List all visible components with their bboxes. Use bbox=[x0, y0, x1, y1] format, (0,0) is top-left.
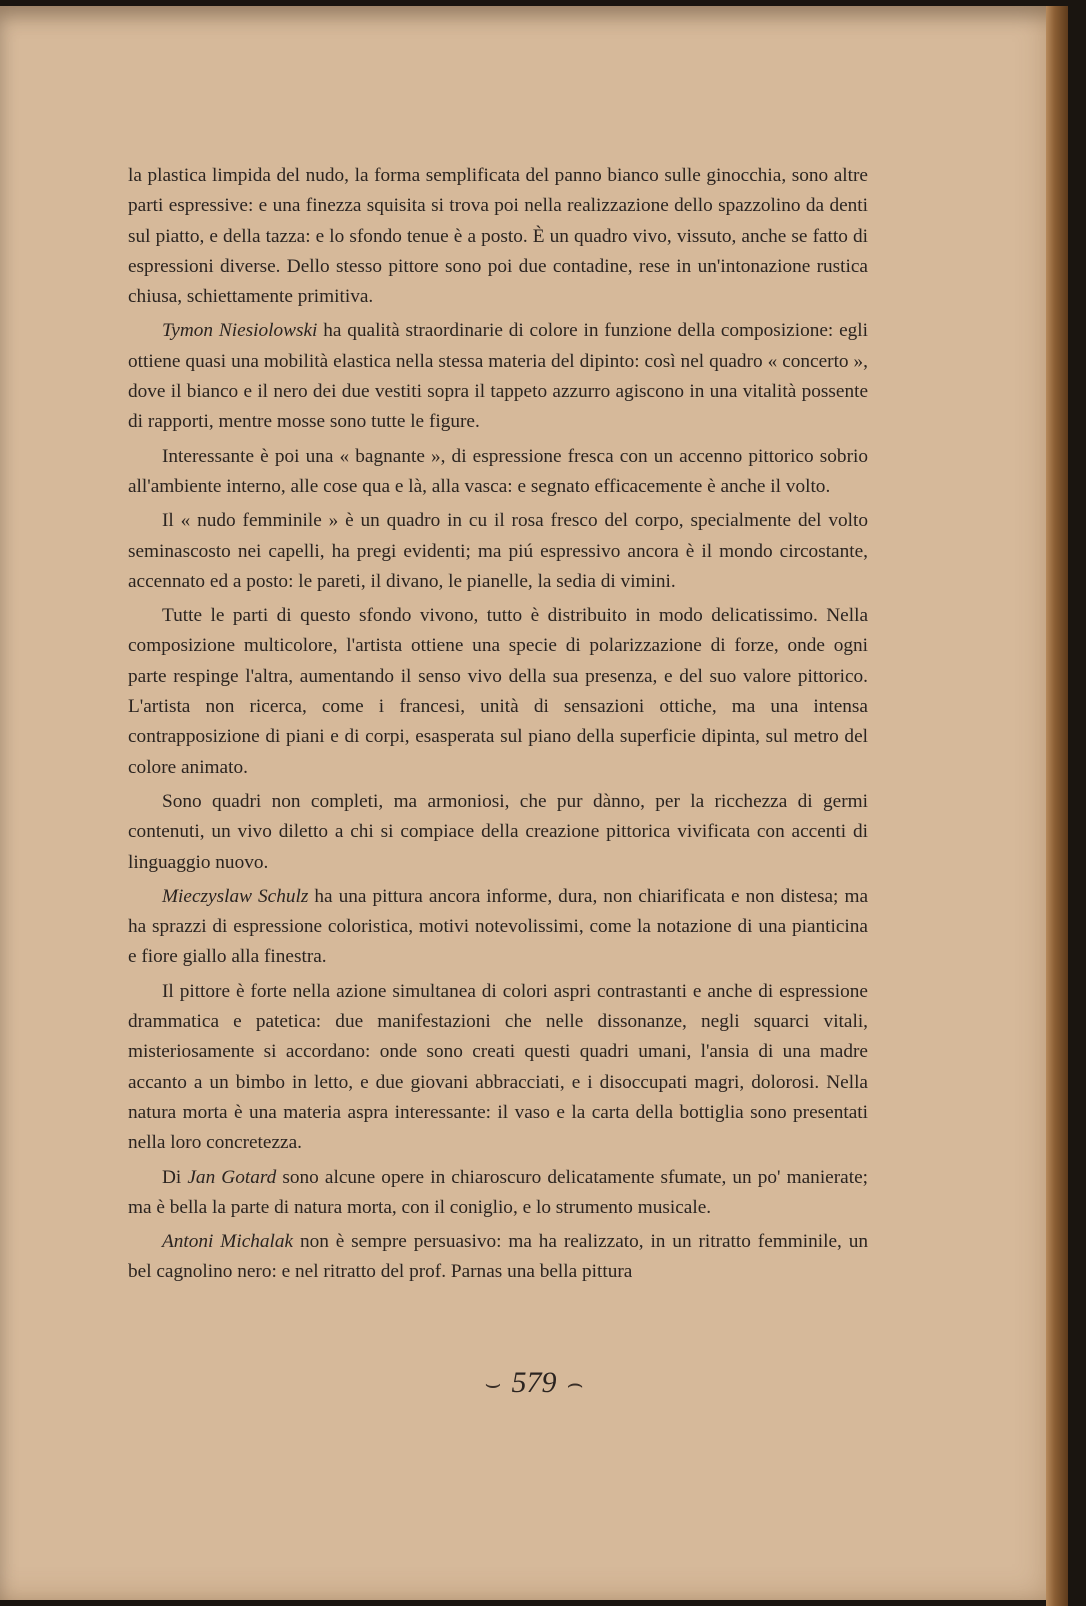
paragraph-10 bbox=[128, 1227, 868, 1288]
paragraph-7 bbox=[128, 882, 868, 973]
folio-ornament-right: ⌢ bbox=[566, 1369, 584, 1398]
paragraph-2 bbox=[128, 316, 868, 437]
paragraph-1-text: la plastica limpida del nudo, la forma semplificata del panno bianco sulle ginocchia, sono altre parti espressive: e una finezza squisita si trova poi nella realizzazione dello spazzolino da denti sul piatto, e della tazza: e lo sfondo tenue è a posto. È un quadro vivo, vissuto, anche se fatto di espressioni diverse. Dello stesso pittore sono poi due contadine, rese in un'intonazione rustica chiusa, schiettamente primitiva. bbox=[128, 165, 868, 308]
paragraph-4-text: Il « nudo femminile » è un quadro in cu il rosa fresco del corpo, specialmente del volto seminascosto nei capelli, ha pregi evidenti; ma piú espressivo ancora è il mondo circostante, accennato ed a posto: le pareti, il divano, le pianelle, la sedia di vimini. bbox=[128, 510, 868, 592]
body-text bbox=[128, 161, 868, 1288]
paragraph-1 bbox=[128, 161, 868, 312]
paragraph-8 bbox=[128, 977, 868, 1159]
artist-name-mieczyslaw-schulz: Mieczyslaw Schulz bbox=[162, 885, 309, 907]
page-number bbox=[0, 1366, 1068, 1400]
artist-name-antoni-michalak: Antoni Michalak bbox=[162, 1231, 294, 1253]
paragraph-9-text: sono alcune opere in chiaroscuro delicatamente sfumate, un po' manierate; ma è bella la parte di natura morta, con il coniglio, e lo strumento musicale. bbox=[128, 1166, 868, 1218]
paragraph-5 bbox=[128, 601, 868, 783]
paragraph-6-text: Sono quadri non completi, ma armoniosi, che pur dànno, per la ricchezza di germi contenuti, un vivo diletto a chi si compiace della creazione pittorica vivificata con accenti di linguaggio nuovo. bbox=[128, 790, 868, 873]
paragraph-9-prefix: Di bbox=[162, 1166, 188, 1188]
folio-ornament-left: ⌣ bbox=[484, 1369, 502, 1398]
book-page bbox=[0, 6, 1068, 1600]
artist-name-jan-gotard: Jan Gotard bbox=[187, 1166, 277, 1188]
paragraph-3-text: Interessante è poi una « bagnante », di espressione fresca con un accenno pittorico sobrio all'ambiente interno, alle cose qua e là, alla vasca: e segnato efficacemente è anche il volto. bbox=[128, 445, 868, 497]
page-number-value: 579 bbox=[511, 1366, 557, 1399]
paragraph-8-text: Il pittore è forte nella azione simultanea di colori aspri contrastanti e anche di espressione drammatica e patetica: due manifestazioni che nelle dissonanze, negli squarci vitali, misteriosamente si accordano: onde sono creati questi quadri umani, l'ansia di una madre accanto a un bimbo in letto, e due giovani abbracciati, e i disoccupati magri, dolorosi. Nella natura morta è una materia aspra interessante: il vaso e la carta della bottiglia sono presentati nella loro concretezza. bbox=[128, 980, 868, 1154]
paragraph-5-text: Tutte le parti di questo sfondo vivono, tutto è distribuito in modo delicatissimo. Nella composizione multicolore, l'artista ottiene una specie di polarizzazione di forze, onde ogni parte respinge l'altra, aumentando il senso vivo della sua presenza, e del suo valore pittorico. L'artista non ricerca, come i francesi, unità di sensazioni ottiche, ma una intensa contrapposizione di piani e di corpi, esasperata sul piano della superficie dipinta, sul metro del colore animato. bbox=[128, 605, 868, 778]
paragraph-10-text: non è sempre persuasivo: ma ha realizzato, in un ritratto femminile, un bel cagnolino nero: e nel ritratto del prof. Parnas una bella pittura bbox=[128, 1231, 868, 1283]
artist-name-tymon-niesiolowski: Tymon Niesiolowski bbox=[162, 320, 318, 342]
paragraph-9 bbox=[128, 1163, 868, 1224]
paragraph-6 bbox=[128, 787, 868, 878]
paragraph-4 bbox=[128, 506, 868, 597]
paragraph-2-text: ha qualità straordinarie di colore in funzione della composizione: egli ottiene quasi una mobilità elastica nella stessa materia del dipinto: così nel quadro « concerto », dove il bianco e il nero dei due vestiti sopra il tappeto azzurro agiscono in una vitalità possente di rapporti, mentre mosse sono tutte le figure. bbox=[128, 320, 868, 433]
paragraph-3 bbox=[128, 442, 868, 503]
paragraph-7-text: ha una pittura ancora informe, dura, non chiarificata e non distesa; ma ha sprazzi di espressione coloristica, motivi notevolissimi, come la notazione di una pianticina e fiore giallo alla finestra. bbox=[128, 885, 868, 968]
